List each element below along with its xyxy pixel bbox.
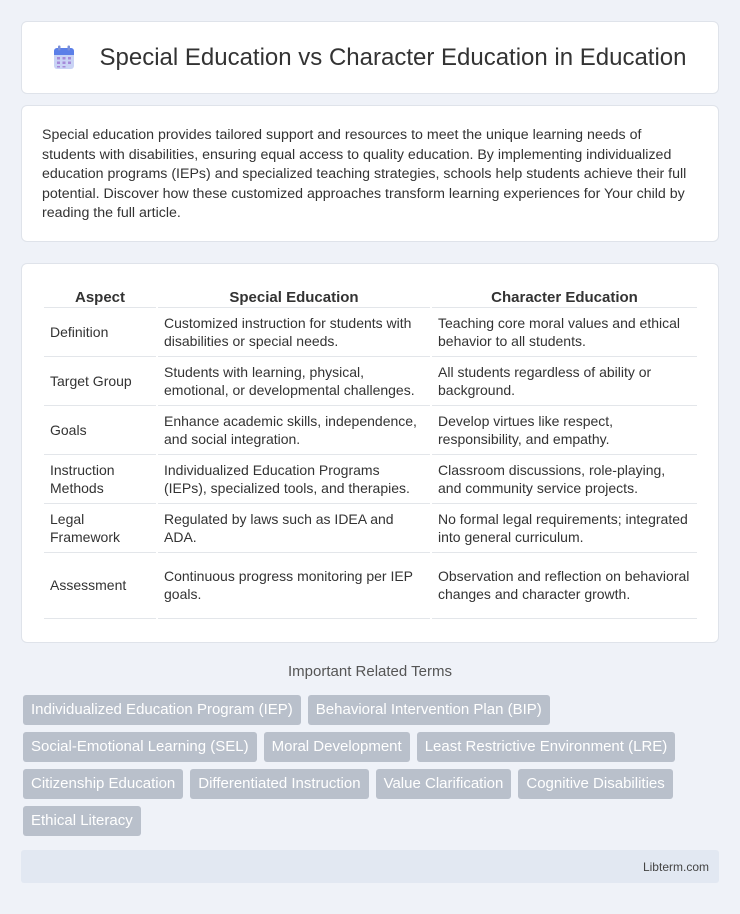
related-term-tag[interactable]: Ethical Literacy — [23, 806, 141, 836]
aspect-cell: Instruction Methods — [44, 455, 156, 504]
title-card — [21, 21, 719, 94]
aspect-cell: Goals — [44, 406, 156, 455]
special-cell: Students with learning, physical, emotional, or developmental challenges. — [158, 357, 430, 406]
character-cell: All students regardless of ability or background. — [432, 357, 697, 406]
character-cell: Observation and reflection on behavioral changes and character growth. — [432, 553, 697, 619]
character-cell: Develop virtues like respect, responsibility, and empathy. — [432, 406, 697, 455]
related-term-tag[interactable]: Social-Emotional Learning (SEL) — [23, 732, 257, 762]
related-term-tag[interactable]: Moral Development — [264, 732, 410, 762]
header-character-education: Character Education — [432, 286, 697, 308]
related-terms-list — [23, 695, 723, 836]
table-row — [44, 455, 697, 504]
related-term-tag[interactable]: Cognitive Disabilities — [518, 769, 672, 799]
character-cell: Teaching core moral values and ethical behavior to all students. — [432, 308, 697, 357]
comparison-card — [21, 263, 719, 643]
special-cell: Customized instruction for students with disabilities or special needs. — [158, 308, 430, 357]
table-row — [44, 553, 697, 619]
character-cell: No formal legal requirements; integrated into general curriculum. — [432, 504, 697, 553]
special-cell: Enhance academic skills, independence, and social integration. — [158, 406, 430, 455]
footer — [21, 850, 719, 883]
intro-card — [21, 105, 719, 242]
page-title: Special Education vs Character Education in Education — [99, 43, 687, 71]
related-term-tag[interactable]: Behavioral Intervention Plan (BIP) — [308, 695, 550, 725]
character-cell: Classroom discussions, role-playing, and community service projects. — [432, 455, 697, 504]
header-aspect: Aspect — [44, 286, 156, 308]
related-term-tag[interactable]: Least Restrictive Environment (LRE) — [417, 732, 676, 762]
aspect-cell: Legal Framework — [44, 504, 156, 553]
related-term-tag[interactable]: Citizenship Education — [23, 769, 183, 799]
special-cell: Continuous progress monitoring per IEP goals. — [158, 553, 430, 619]
related-terms-heading: Important Related Terms — [288, 663, 452, 680]
table-row — [44, 357, 697, 406]
special-cell: Regulated by laws such as IDEA and ADA. — [158, 504, 430, 553]
aspect-cell: Definition — [44, 308, 156, 357]
aspect-cell: Assessment — [44, 553, 156, 619]
related-term-tag[interactable]: Differentiated Instruction — [190, 769, 368, 799]
comparison-table — [42, 286, 699, 619]
calendar-icon — [53, 45, 75, 71]
aspect-cell: Target Group — [44, 357, 156, 406]
related-term-tag[interactable]: Value Clarification — [376, 769, 512, 799]
special-cell: Individualized Education Programs (IEPs), specialized tools, and therapies. — [158, 455, 430, 504]
related-term-tag[interactable]: Individualized Education Program (IEP) — [23, 695, 301, 725]
footer-brand[interactable]: Libterm.com — [642, 860, 709, 874]
table-row — [44, 504, 697, 553]
intro-text: Special education provides tailored support and resources to meet the unique learning needs of students with disabilities, ensuring equal access to quality education. By implementing individualized education programs (IEPs) and specialized teaching strategies, schools help students achieve their full potential. Discover how these customized approaches transform learning experiences for Your child by reading the full article. — [42, 127, 687, 222]
table-header-row — [44, 286, 697, 308]
table-row — [44, 308, 697, 357]
table-row — [44, 406, 697, 455]
header-special-education: Special Education — [158, 286, 430, 308]
